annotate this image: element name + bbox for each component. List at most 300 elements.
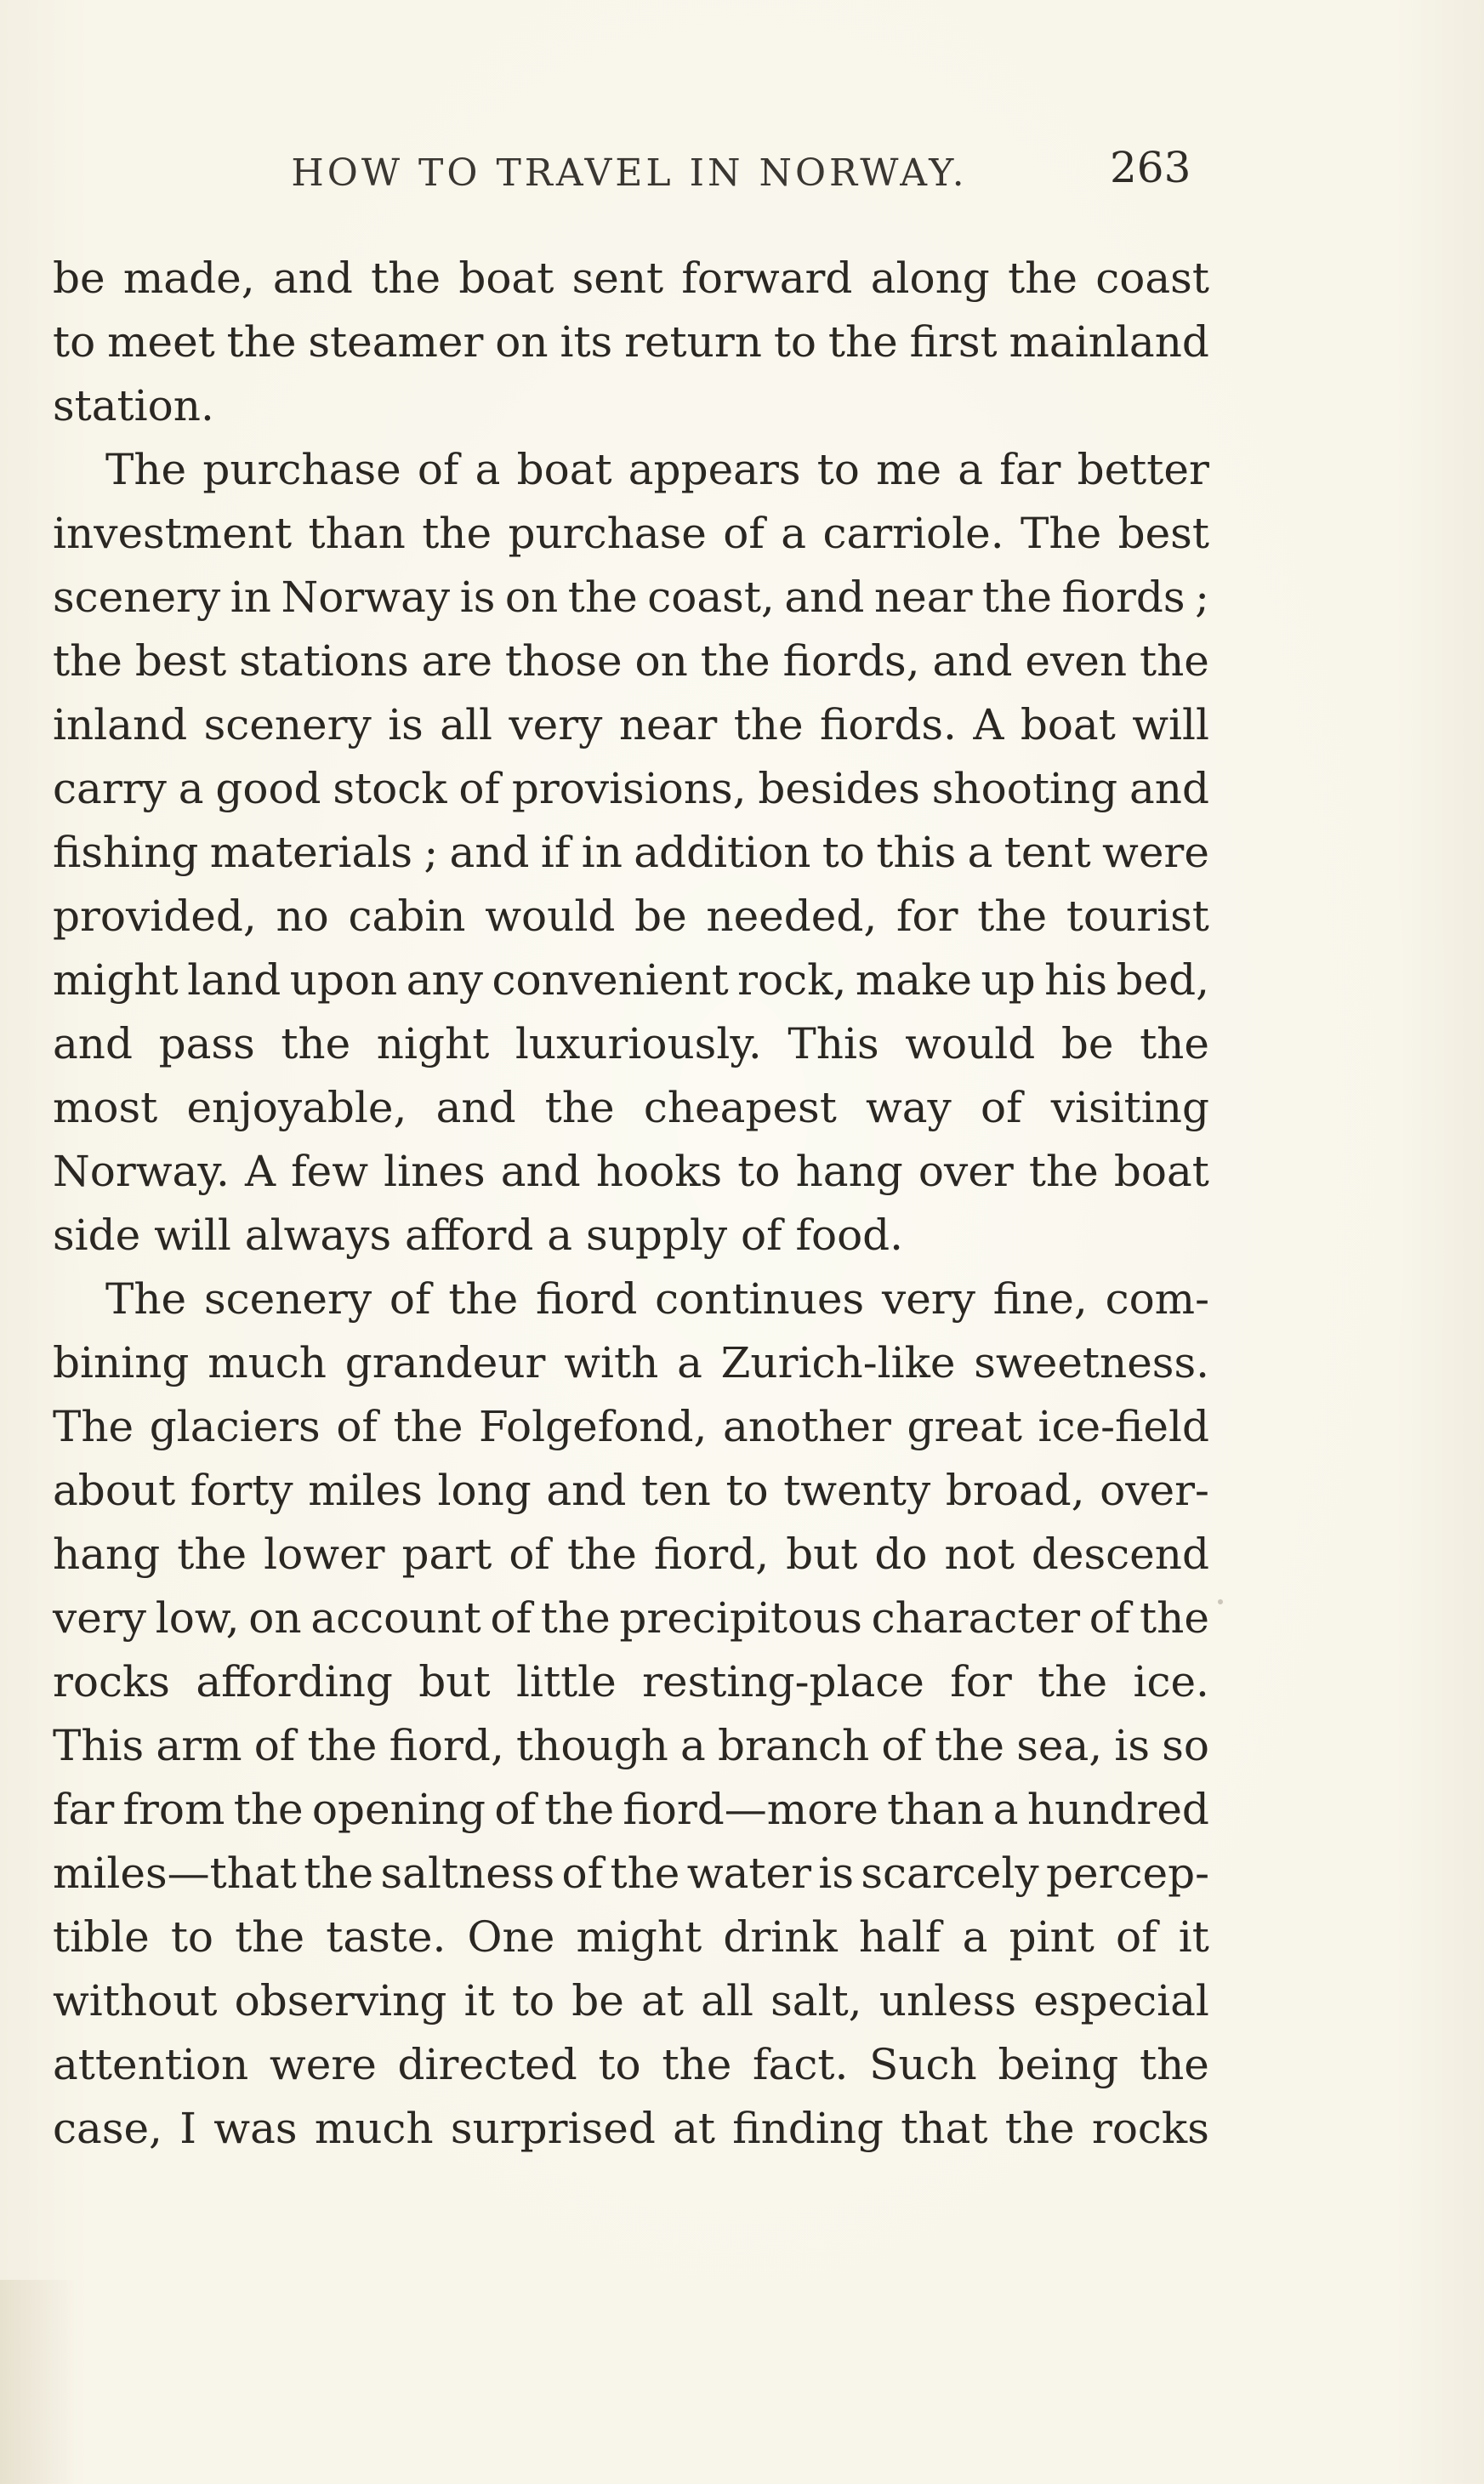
word: and xyxy=(784,573,865,622)
page-number: 263 xyxy=(1110,143,1191,192)
word: the xyxy=(307,1721,378,1770)
word: a xyxy=(475,445,501,494)
word: are xyxy=(421,636,492,686)
word: a xyxy=(677,1338,702,1387)
word: and xyxy=(272,254,353,303)
word: appears xyxy=(628,445,801,494)
word: taste. xyxy=(326,1912,446,1962)
word: fiords. xyxy=(820,700,957,749)
word: the xyxy=(393,1402,463,1451)
word: Folgefond, xyxy=(479,1402,708,1451)
word: mainland xyxy=(1009,317,1209,367)
word: bining xyxy=(53,1338,190,1387)
word: hooks xyxy=(595,1147,723,1196)
word: descend xyxy=(1031,1530,1209,1579)
word: scarcely xyxy=(861,1849,1039,1898)
word: the xyxy=(827,317,898,367)
word: the xyxy=(371,254,441,303)
running-head xyxy=(51,151,1208,195)
word: of xyxy=(561,1849,604,1898)
word: first xyxy=(909,317,998,367)
word: precipitous xyxy=(619,1593,862,1643)
text-line xyxy=(53,310,1209,374)
word: continues xyxy=(655,1274,865,1324)
word: investment xyxy=(53,509,293,558)
word: along xyxy=(870,254,990,303)
word: the xyxy=(422,509,492,558)
word: convenient xyxy=(492,955,729,1005)
word: sent xyxy=(571,254,664,303)
word: shooting xyxy=(931,764,1118,813)
word: addition xyxy=(634,828,811,877)
word: The xyxy=(105,445,187,494)
word: might xyxy=(53,955,179,1005)
gutter-shadow xyxy=(0,2280,77,2484)
word: for xyxy=(950,1657,1012,1706)
word: that xyxy=(901,2104,988,2153)
word: far xyxy=(999,445,1061,494)
word: the xyxy=(281,1019,351,1068)
text-line xyxy=(53,1012,1209,1076)
word: the xyxy=(1038,1657,1108,1706)
word: but xyxy=(786,1530,858,1579)
word: a xyxy=(992,1785,1019,1834)
word: little xyxy=(516,1657,617,1706)
word: cabin xyxy=(348,892,466,941)
word: fiord—more xyxy=(623,1785,878,1834)
word: This xyxy=(53,1721,145,1770)
word: the xyxy=(1140,636,1209,686)
word: and xyxy=(1129,764,1209,813)
text-line xyxy=(53,630,1209,693)
word: the xyxy=(662,2040,732,2089)
word: in xyxy=(581,828,623,877)
word: tourist xyxy=(1066,892,1209,941)
word: observing xyxy=(234,1976,447,2025)
text-line xyxy=(53,1969,1209,2033)
word: better xyxy=(1077,445,1209,494)
word: the xyxy=(544,1785,615,1834)
word: water xyxy=(686,1849,811,1898)
word: case, xyxy=(53,2104,162,2153)
word: tent xyxy=(1004,828,1091,877)
word: far xyxy=(53,1785,115,1834)
word: will xyxy=(1132,700,1209,749)
word: lines xyxy=(384,1147,486,1196)
word: low, xyxy=(155,1593,240,1643)
word: with xyxy=(564,1338,659,1387)
word: needed, xyxy=(706,892,878,941)
word: coast xyxy=(1095,254,1209,303)
text-line xyxy=(53,1842,1209,1906)
word: to xyxy=(170,1912,214,1962)
word: the xyxy=(610,1849,680,1898)
word: much xyxy=(208,1338,327,1387)
text-line xyxy=(53,949,1209,1012)
word: enjoyable, xyxy=(186,1083,407,1132)
word: its xyxy=(560,317,613,367)
word: at xyxy=(641,1976,684,2025)
word: of xyxy=(1116,1912,1157,1962)
word: fiord, xyxy=(653,1530,770,1579)
word: the xyxy=(982,573,1052,622)
word: finding xyxy=(732,2104,884,2153)
word: resting-place xyxy=(642,1657,924,1706)
word: very xyxy=(509,700,603,749)
word: of xyxy=(417,445,459,494)
word: the xyxy=(1008,254,1077,303)
text-line xyxy=(53,1076,1209,1140)
word: over- xyxy=(1100,1466,1209,1515)
word: if xyxy=(540,828,571,877)
word: but xyxy=(418,1657,491,1706)
word: for xyxy=(896,892,958,941)
word: much xyxy=(314,2104,434,2153)
word: attention xyxy=(53,2040,249,2089)
word: The xyxy=(1021,509,1102,558)
word: up xyxy=(981,955,1036,1005)
text-line xyxy=(53,821,1209,885)
word: the xyxy=(700,636,770,686)
word: percep- xyxy=(1045,1849,1209,1898)
word: sea, xyxy=(1016,1721,1103,1770)
word: on xyxy=(495,317,549,367)
word: so xyxy=(1162,1721,1209,1770)
word: of xyxy=(723,509,765,558)
word: the xyxy=(935,1721,1005,1770)
word: Such xyxy=(869,2040,977,2089)
word: Norway xyxy=(281,573,451,622)
word: twenty xyxy=(783,1466,931,1515)
word: meet xyxy=(107,317,215,367)
word: the xyxy=(226,317,297,367)
word: be xyxy=(634,892,687,941)
word: this xyxy=(876,828,957,877)
word: lower xyxy=(264,1530,385,1579)
word: cheapest xyxy=(643,1083,837,1132)
word: night xyxy=(376,1019,490,1068)
word: tible xyxy=(53,1912,150,1962)
word: hang xyxy=(53,1530,161,1579)
word: of xyxy=(490,1593,532,1643)
word: return xyxy=(624,317,762,367)
word: the xyxy=(448,1274,519,1324)
word: a xyxy=(962,1912,988,1962)
word: a xyxy=(967,828,993,877)
word: a xyxy=(178,764,204,813)
word: stock xyxy=(333,764,447,813)
word: the xyxy=(566,1530,637,1579)
word: few xyxy=(291,1147,369,1196)
word: scenery xyxy=(203,700,372,749)
word: besides xyxy=(758,764,920,813)
word: purchase xyxy=(508,509,707,558)
word: forward xyxy=(681,254,853,303)
word: broad, xyxy=(945,1466,1085,1515)
word: those xyxy=(504,636,623,686)
word: provided, xyxy=(53,892,257,941)
word: inland xyxy=(53,700,188,749)
word: ; xyxy=(1195,573,1209,622)
word: all xyxy=(440,700,493,749)
text-line xyxy=(53,2097,1209,2161)
word: fiord xyxy=(535,1274,638,1324)
text-line xyxy=(53,1650,1209,1714)
word: me xyxy=(876,445,942,494)
word: and xyxy=(435,1083,516,1132)
word: account xyxy=(310,1593,481,1643)
word: This xyxy=(787,1019,879,1068)
word: materials xyxy=(209,828,413,877)
word: branch xyxy=(718,1721,870,1770)
text-line xyxy=(53,885,1209,949)
word: at xyxy=(673,2104,715,2153)
word: were xyxy=(269,2040,377,2089)
word: near xyxy=(873,573,973,622)
word: on xyxy=(634,636,688,686)
text-line xyxy=(53,1331,1209,1395)
word: saltness xyxy=(380,1849,555,1898)
word: fact. xyxy=(753,2040,849,2089)
word: A xyxy=(244,1147,276,1196)
word: very xyxy=(881,1274,975,1324)
paper-speck xyxy=(1218,1599,1223,1604)
word: without xyxy=(53,1976,218,2025)
word: to xyxy=(725,1466,769,1515)
word: luxuriously. xyxy=(515,1019,762,1068)
word: on xyxy=(504,573,559,622)
text-line xyxy=(53,566,1209,630)
word: fiord, xyxy=(389,1721,504,1770)
word: scenery xyxy=(53,573,221,622)
word: stations xyxy=(239,636,409,686)
text-line xyxy=(53,693,1209,757)
text-line xyxy=(53,1268,1209,1331)
word: the xyxy=(53,636,122,686)
text-line: station. xyxy=(53,381,214,430)
word: of xyxy=(881,1721,923,1770)
word: it xyxy=(463,1976,495,2025)
word: a xyxy=(781,509,807,558)
word: carriole. xyxy=(822,509,1004,558)
word: rock, xyxy=(737,955,847,1005)
word: the xyxy=(1028,1147,1099,1196)
word: good xyxy=(215,764,321,813)
word: boat xyxy=(1020,700,1116,749)
word: grandeur xyxy=(344,1338,546,1387)
word: fiords xyxy=(1061,573,1185,622)
word: to xyxy=(773,317,817,367)
word: be xyxy=(53,254,105,303)
word: long xyxy=(437,1466,532,1515)
word: is xyxy=(459,573,496,622)
word: and xyxy=(500,1147,581,1196)
word: all xyxy=(701,1976,753,2025)
word: of xyxy=(253,1721,296,1770)
word: land xyxy=(187,955,281,1005)
word: most xyxy=(53,1083,158,1132)
running-title: HOW TO TRAVEL IN NORWAY. xyxy=(291,151,968,195)
word: miles xyxy=(308,1466,423,1515)
word: to xyxy=(822,828,865,877)
word: ; xyxy=(424,828,439,877)
word: a xyxy=(958,445,984,494)
word: it xyxy=(1178,1912,1209,1962)
word: pint xyxy=(1009,1912,1095,1962)
word: from xyxy=(122,1785,225,1834)
word: any xyxy=(406,955,483,1005)
word: hundred xyxy=(1026,1785,1209,1834)
word: were xyxy=(1102,828,1209,877)
word: of xyxy=(980,1083,1022,1132)
word: to xyxy=(53,317,96,367)
body-text xyxy=(53,247,1209,2161)
word: I xyxy=(179,2104,196,2153)
word: half xyxy=(858,1912,941,1962)
word: not xyxy=(944,1530,1015,1579)
word: best xyxy=(1117,509,1209,558)
word: directed xyxy=(397,2040,577,2089)
text-line xyxy=(53,2033,1209,2097)
text-line: side will always afford a supply of food. xyxy=(53,1211,904,1260)
word: the xyxy=(733,700,804,749)
word: forty xyxy=(190,1466,293,1515)
word: fine, xyxy=(992,1274,1088,1324)
word: The xyxy=(105,1274,187,1324)
word: the xyxy=(177,1530,247,1579)
word: do xyxy=(874,1530,928,1579)
word: fiords, xyxy=(782,636,920,686)
word: Zurich-like xyxy=(720,1338,956,1387)
word: the xyxy=(1140,1593,1209,1643)
word: purchase xyxy=(202,445,401,494)
word: be xyxy=(571,1976,624,2025)
word: of xyxy=(458,764,500,813)
word: to xyxy=(598,2040,641,2089)
word: glaciers xyxy=(149,1402,321,1451)
word: about xyxy=(53,1466,176,1515)
word: rocks xyxy=(53,1657,170,1706)
word: than xyxy=(308,509,406,558)
word: The xyxy=(53,1402,134,1451)
word: would xyxy=(905,1019,1036,1068)
word: character xyxy=(871,1593,1080,1643)
word: sweetness. xyxy=(974,1338,1209,1387)
word: ice-field xyxy=(1038,1402,1209,1451)
word: part xyxy=(401,1530,492,1579)
word: the xyxy=(977,892,1048,941)
word: boat xyxy=(458,254,554,303)
word: opening xyxy=(311,1785,486,1834)
word: upon xyxy=(289,955,398,1005)
word: especial xyxy=(1033,1976,1209,2025)
word: even xyxy=(1025,636,1128,686)
word: the xyxy=(1140,2040,1209,2089)
word: salt, xyxy=(770,1976,862,2025)
word: of xyxy=(389,1274,431,1324)
word: might xyxy=(576,1912,702,1962)
word: the xyxy=(235,1912,305,1962)
word: and xyxy=(449,828,530,877)
word: com- xyxy=(1105,1274,1209,1324)
word: than xyxy=(887,1785,985,1834)
word: be xyxy=(1060,1019,1114,1068)
word: over xyxy=(918,1147,1014,1196)
word: made, xyxy=(122,254,255,303)
word: steamer xyxy=(308,317,484,367)
word: hang xyxy=(795,1147,903,1196)
word: and xyxy=(932,636,1013,686)
word: and xyxy=(546,1466,627,1515)
text-line xyxy=(53,1778,1209,1842)
text-line xyxy=(53,502,1209,566)
word: best xyxy=(134,636,227,686)
word: pass xyxy=(158,1019,255,1068)
word: carry xyxy=(53,764,167,813)
word: surprised xyxy=(450,2104,656,2153)
word: though xyxy=(516,1721,668,1770)
text-line xyxy=(53,1459,1209,1523)
word: visiting xyxy=(1050,1083,1209,1132)
text-line xyxy=(53,1523,1209,1587)
word: the xyxy=(567,573,638,622)
word: ten xyxy=(640,1466,711,1515)
word: of xyxy=(509,1530,550,1579)
word: is xyxy=(818,1849,855,1898)
word: ice. xyxy=(1133,1657,1209,1706)
word: another xyxy=(723,1402,891,1451)
word: arm xyxy=(156,1721,242,1770)
word: to xyxy=(737,1147,781,1196)
word: unless xyxy=(878,1976,1017,2025)
word: make xyxy=(855,955,972,1005)
word: affording xyxy=(196,1657,393,1706)
word: scenery xyxy=(203,1274,372,1324)
word: the xyxy=(304,1849,374,1898)
text-line xyxy=(53,1906,1209,1969)
word: miles—that xyxy=(53,1849,297,1898)
word: very xyxy=(53,1593,146,1643)
word: to xyxy=(816,445,860,494)
text-line xyxy=(53,1140,1209,1204)
text-line xyxy=(53,1395,1209,1459)
word: to xyxy=(511,1976,555,2025)
word: of xyxy=(336,1402,378,1451)
word: Norway. xyxy=(53,1147,230,1196)
word: and xyxy=(53,1019,134,1068)
word: in xyxy=(230,573,271,622)
word: is xyxy=(1114,1721,1151,1770)
word: of xyxy=(1089,1593,1131,1643)
word: A xyxy=(973,700,1004,749)
word: is xyxy=(388,700,424,749)
text-line xyxy=(53,757,1209,821)
word: coast, xyxy=(647,573,775,622)
word: rocks xyxy=(1091,2104,1209,2153)
word: his xyxy=(1044,955,1108,1005)
word: way xyxy=(865,1083,952,1132)
word: of xyxy=(494,1785,536,1834)
word: the xyxy=(1140,1019,1209,1068)
word: drink xyxy=(723,1912,838,1962)
text-line xyxy=(53,1714,1209,1778)
word: the xyxy=(544,1083,615,1132)
word: would xyxy=(485,892,616,941)
text-line xyxy=(53,438,1209,502)
word: near xyxy=(618,700,718,749)
word: was xyxy=(213,2104,298,2153)
text-line xyxy=(53,1587,1209,1650)
